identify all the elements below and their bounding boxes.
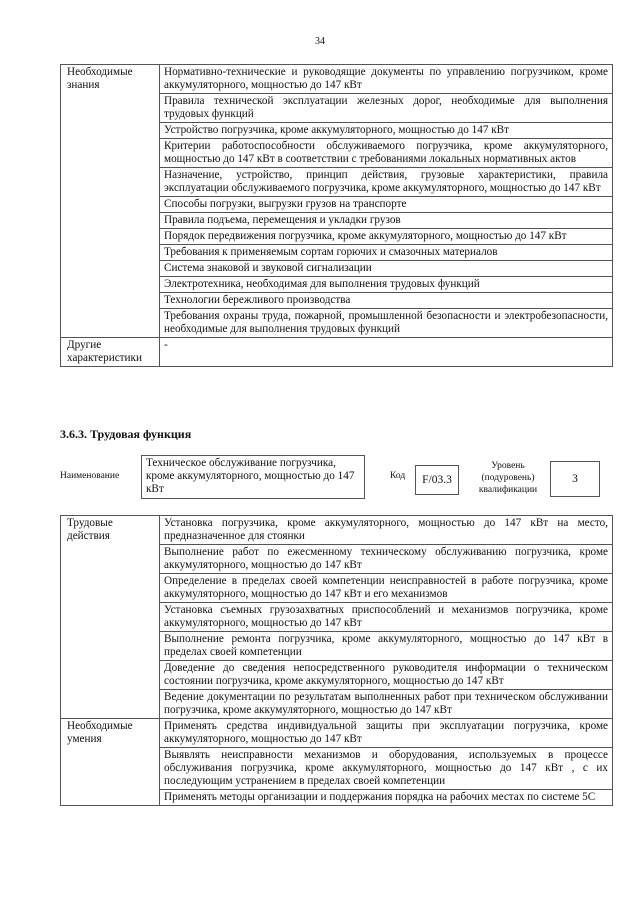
knowledge-item: Порядок передвижения погрузчика, кроме аккумуляторного, мощностью до 147 кВт (160, 229, 613, 245)
knowledge-item: Требования к применяемым сортам горючих и смазочных материалов (160, 245, 613, 261)
page-number: 34 (315, 36, 325, 47)
knowledge-item: Назначение, устройство, принцип действия, грузовые характеристики, правила эксплуатации обслуживаемого погрузчика, кроме аккумуляторного, мощностью до 147 кВт (160, 168, 613, 197)
skills-label: Необходимые умения (61, 719, 160, 806)
knowledge-item: Правила подъема, перемещения и укладки грузов (160, 213, 613, 229)
knowledge-item: Система знаковой и звуковой сигнализации (160, 261, 613, 277)
name-value: Техническое обслуживание погрузчика, кроме аккумуляторного, мощностью до 147 кВт (141, 455, 365, 499)
knowledge-item: Критерии работоспособности обслуживаемого погрузчика, кроме аккумуляторного, мощностью до 147 кВт в соответствии с требованиями локальных нормативных актов (160, 139, 613, 168)
action-item: Определение в пределах своей компетенции неисправностей в работе погрузчика, кроме аккумуляторного, мощностью до 147 кВт и его механизмов (160, 574, 613, 603)
function-header (60, 455, 613, 503)
skill-item: Применять средства индивидуальной защиты при эксплуатации погрузчика, кроме аккумуляторного, мощностью до 147 кВт (160, 719, 613, 748)
knowledge-item: Способы погрузки, выгрузки грузов на транспорте (160, 197, 613, 213)
other-characteristics-label: Другие характеристики (61, 338, 160, 367)
action-item: Ведение документации по результатам выполненных работ при техническом обслуживании погрузчика, кроме аккумуляторного, мощностью до 147 кВт (160, 690, 613, 719)
skill-item: Выявлять неисправности механизмов и оборудования, используемых в процессе обслуживания погрузчика, кроме аккумуляторного, мощностью до 147 кВт , с их последующим устранением в пределах своей компетенции (160, 748, 613, 790)
table-row (61, 516, 613, 545)
level-label: Уровень (подуровень) квалификации (478, 461, 538, 495)
action-item: Доведение до сведения непосредственного руководителя информации о техническом состоянии погрузчика, кроме аккумуляторного, мощностью до 147 кВт (160, 661, 613, 690)
labor-table (60, 515, 613, 806)
level-value: 3 (550, 461, 600, 497)
knowledge-item: Правила технической эксплуатации железных дорог, необходимые для выполнения трудовых функций (160, 94, 613, 123)
knowledge-label: Необходимые знания (61, 65, 160, 338)
action-item: Выполнение работ по ежесменному техническому обслуживанию погрузчика, кроме аккумуляторного, мощностью до 147 кВт (160, 545, 613, 574)
knowledge-item: Электротехника, необходимая для выполнения трудовых функций (160, 277, 613, 293)
skill-item: Применять методы организации и поддержания порядка на рабочих местах по системе 5С (160, 790, 613, 806)
table-row (61, 719, 613, 748)
knowledge-item: Требования охраны труда, пожарной, промышленной безопасности и электробезопасности, необходимые для выполнения трудовых функций (160, 309, 613, 338)
knowledge-item: Устройство погрузчика, кроме аккумуляторного, мощностью до 147 кВт (160, 123, 613, 139)
action-item: Установка погрузчика, кроме аккумуляторного, мощностью до 147 кВт на место, предназначенное для стоянки (160, 516, 613, 545)
code-label: Код (390, 471, 406, 481)
knowledge-item: Нормативно-технические и руководящие документы по управлению погрузчиком, кроме аккумуляторного, мощностью до 147 кВт (160, 65, 613, 94)
table-row (61, 65, 613, 94)
section-title: 3.6.3. Трудовая функция (60, 427, 192, 441)
actions-label: Трудовые действия (61, 516, 160, 719)
knowledge-item: Технологии бережливого производства (160, 293, 613, 309)
other-characteristics-value: - (160, 338, 613, 367)
name-label: Наименование (60, 471, 120, 481)
action-item: Выполнение ремонта погрузчика, кроме аккумуляторного, мощностью до 147 кВт в пределах своей компетенции (160, 632, 613, 661)
knowledge-table (60, 64, 613, 367)
action-item: Установка съемных грузозахватных приспособлений и механизмов погрузчика, кроме аккумуляторного, мощностью до 147 кВт (160, 603, 613, 632)
table-row (61, 338, 613, 367)
code-value: F/03.3 (415, 465, 459, 495)
